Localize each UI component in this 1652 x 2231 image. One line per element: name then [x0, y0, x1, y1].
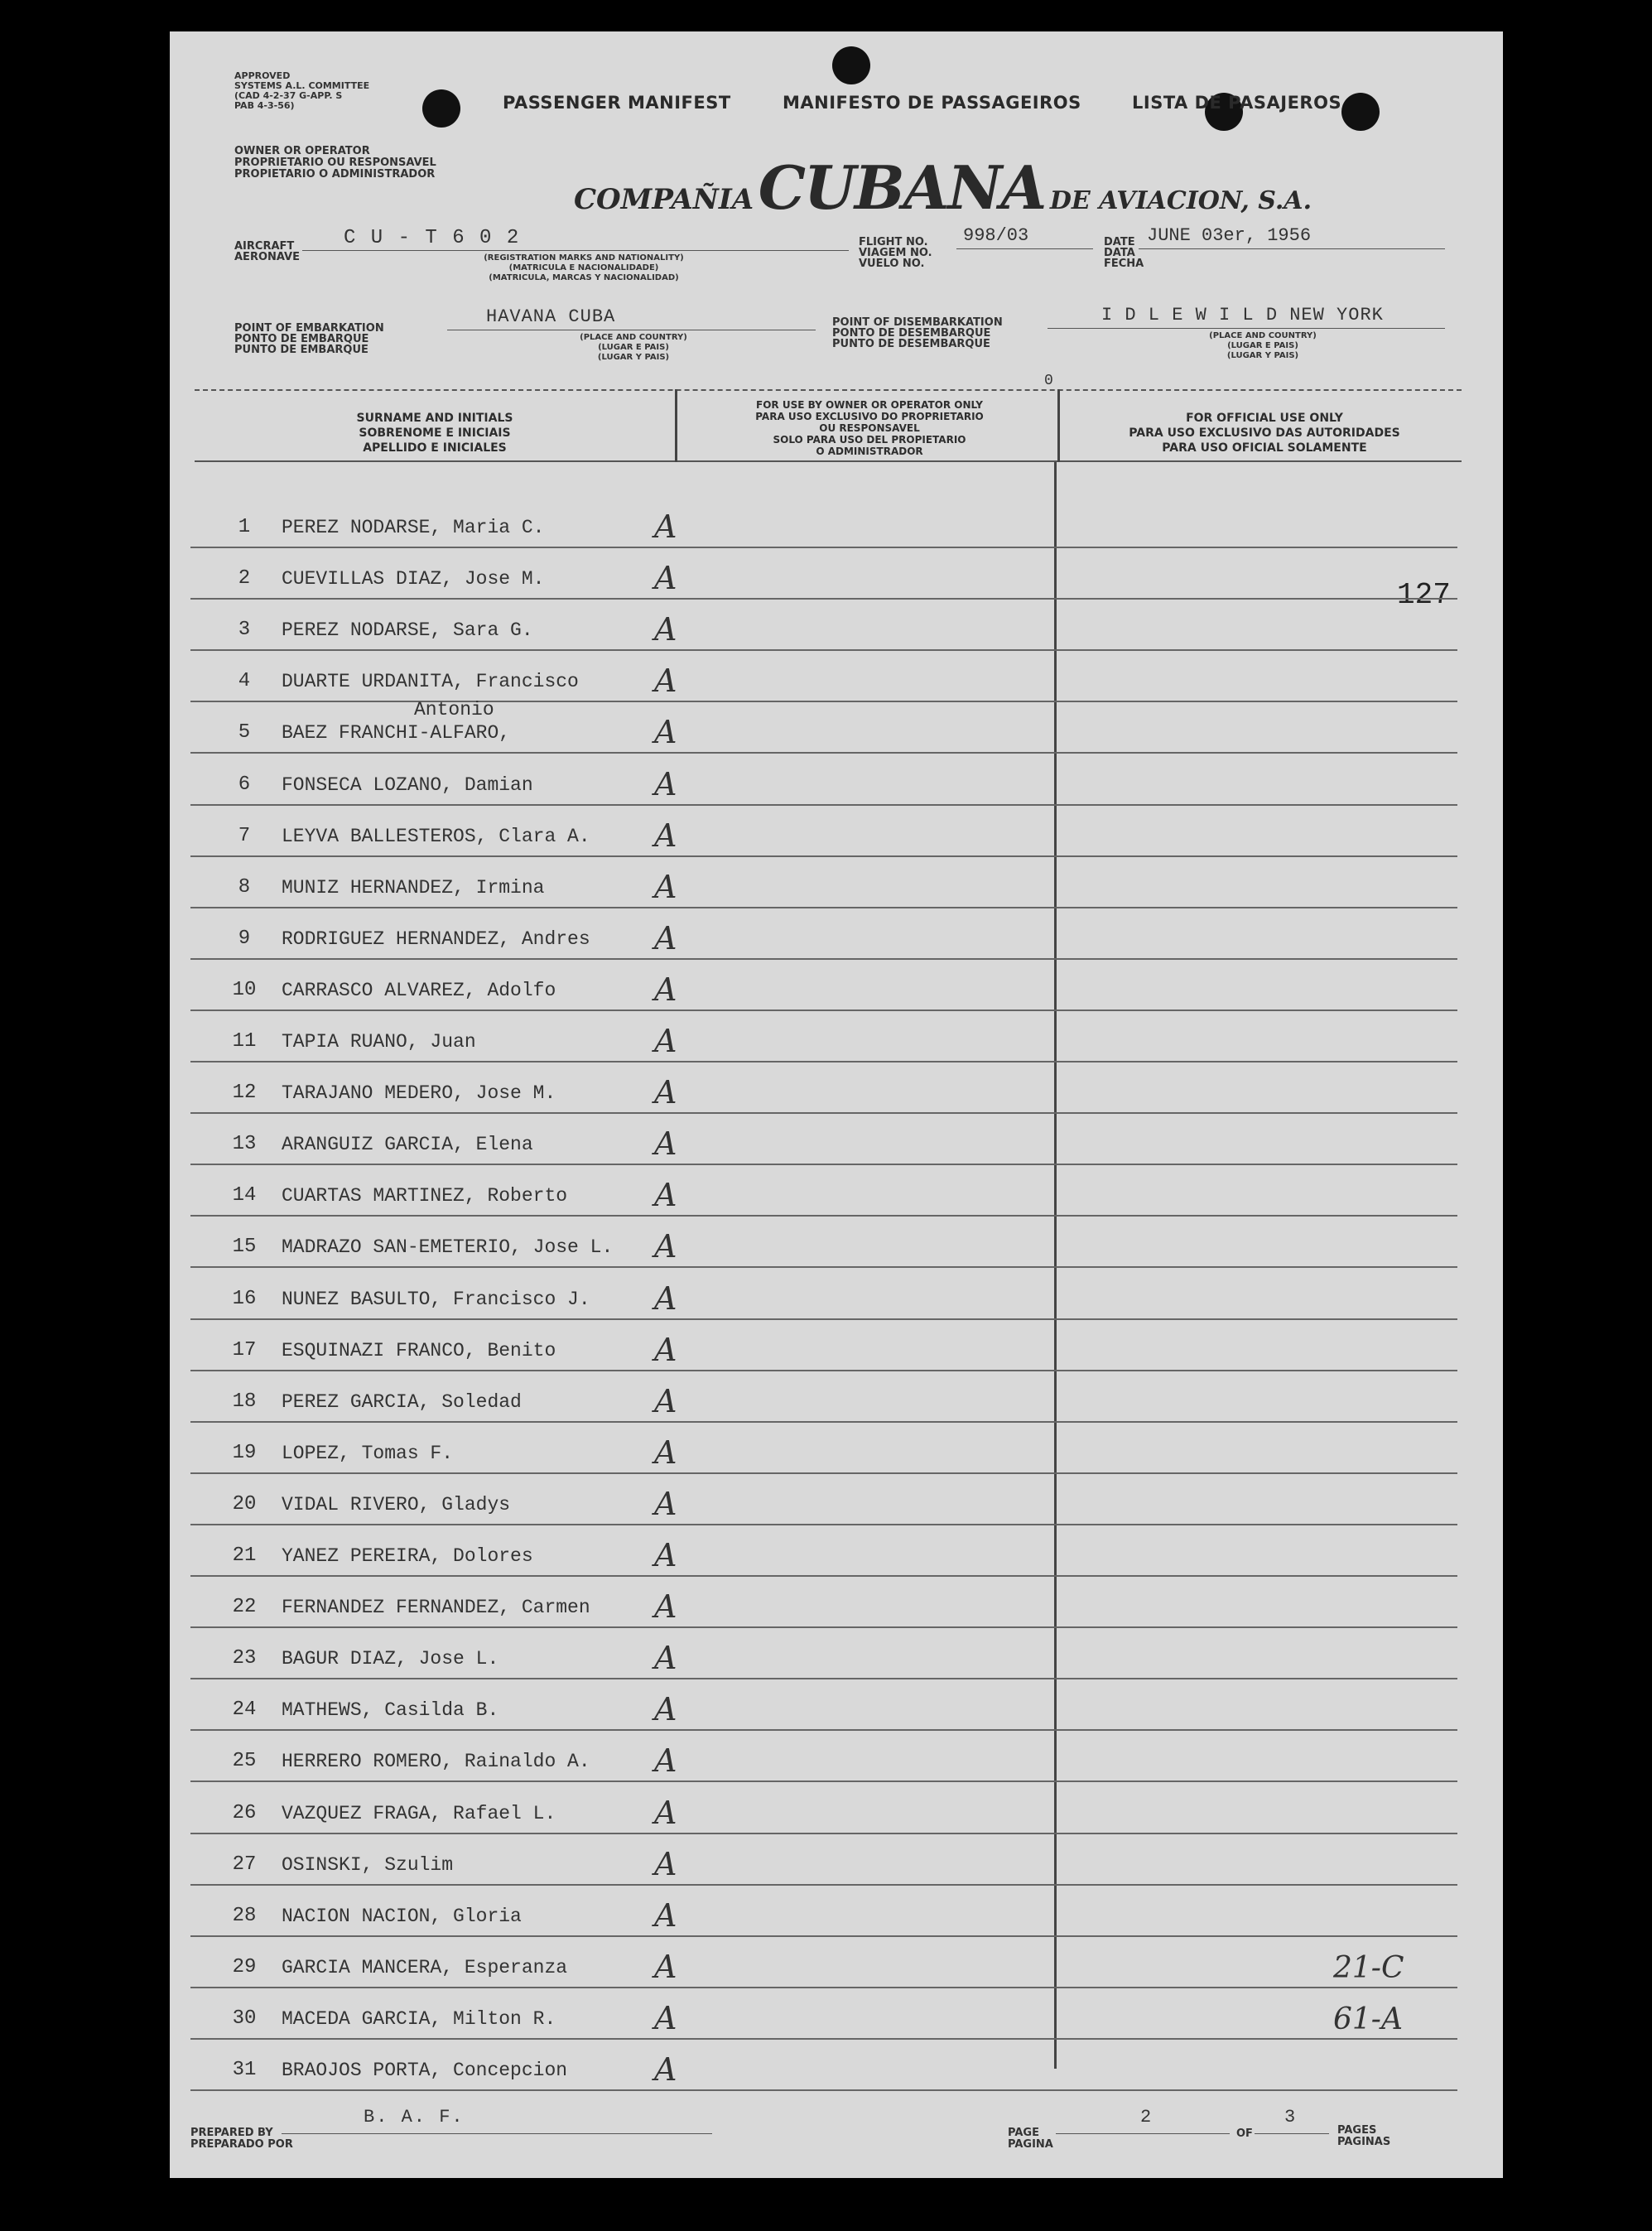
title-en: PASSENGER MANIFEST	[503, 93, 731, 113]
handwritten-mark: A	[654, 2051, 677, 2088]
row-number: 22	[232, 1596, 257, 1619]
passenger-row	[190, 958, 1457, 1011]
date-value: JUNE 03er, 1956	[1147, 225, 1312, 246]
flight-label-line: VIAGEM NO.	[859, 247, 932, 259]
passenger-row	[190, 1267, 1457, 1320]
handwritten-mark: A	[654, 1588, 677, 1626]
passenger-name: MATHEWS, Casilda B.	[282, 1699, 499, 1722]
row-number: 5	[238, 721, 251, 744]
passenger-name: MADRAZO SAN-EMETERIO, Jose L.	[282, 1236, 614, 1259]
passenger-row	[190, 753, 1457, 806]
row-number: 8	[238, 875, 251, 899]
passenger-row	[190, 1781, 1457, 1834]
date-label-line: DATE	[1104, 236, 1135, 248]
passenger-name: NUNEZ BASULTO, Francisco J.	[282, 1288, 590, 1310]
handwritten-mark: A	[654, 1023, 677, 1059]
row-number: 4	[238, 670, 251, 693]
passenger-name: BAEZ FRANCHI-ALFARO,	[282, 722, 511, 744]
official-annotation: 21-C	[1333, 1950, 1404, 1985]
handwritten-mark: A	[654, 1640, 677, 1677]
owner-label-line: PROPRIETARIO OU RESPONSAVEL	[234, 157, 436, 169]
owner-label-line: PROPIETARIO O ADMINISTRADOR	[234, 168, 436, 181]
aircraft-sublabel	[410, 253, 758, 283]
row-number: 14	[232, 1184, 257, 1207]
passenger-name: GARCIA MANCERA, Esperanza	[282, 1956, 568, 1978]
page-value: 2	[1140, 2107, 1154, 2127]
passenger-name: FONSECA LOZANO, Damian	[282, 773, 533, 796]
passenger-row	[190, 1987, 1457, 2040]
handwritten-mark: A	[654, 560, 677, 597]
row-number: 28	[232, 1904, 257, 1927]
header-divider	[675, 389, 677, 462]
row-number: 1	[238, 516, 251, 538]
disembarkation-label	[832, 317, 1003, 349]
passenger-row	[190, 495, 1457, 548]
row-number: 19	[232, 1441, 257, 1464]
embarkation-label-line: PONTO DE EMBARQUE	[234, 333, 369, 345]
official-annotation: 61-A	[1333, 2002, 1403, 2036]
sublabel-line: (LUGAR Y PAIS)	[1226, 351, 1299, 360]
handwritten-mark: A	[654, 1331, 677, 1368]
passenger-row	[190, 598, 1457, 651]
passenger-row	[190, 1421, 1457, 1474]
col-header-line: OU RESPONSAVEL	[819, 422, 920, 434]
passenger-row	[190, 804, 1457, 857]
passenger-row	[190, 1678, 1457, 1731]
row-number: 21	[232, 1544, 257, 1567]
handwritten-mark: A	[654, 714, 677, 751]
handwritten-mark: A	[654, 765, 677, 802]
handwritten-mark: A	[654, 1434, 677, 1471]
passenger-row	[190, 649, 1457, 702]
passenger-name: PEREZ GARCIA, Soledad	[282, 1390, 522, 1413]
passenger-name: TARAJANO MEDERO, Jose M.	[282, 1082, 556, 1105]
row-number: 7	[238, 824, 251, 847]
handwritten-mark: A	[654, 1845, 677, 1882]
passenger-row	[190, 547, 1457, 600]
passenger-row	[190, 1112, 1457, 1165]
pages-label	[1337, 2125, 1390, 2148]
row-number: 17	[232, 1338, 257, 1361]
handwritten-mark: A	[654, 1999, 677, 2036]
prepared-label-line: PREPARADO POR	[190, 2138, 293, 2151]
handwritten-mark: A	[654, 1177, 677, 1214]
sublabel-line: (LUGAR Y PAIS)	[597, 353, 670, 362]
col-header-line: SOBRENOME E INICIAIS	[359, 426, 511, 440]
flight-label	[859, 237, 932, 269]
approval-line: (CAD 4-2-37 G-APP. S	[234, 90, 343, 101]
embarkation-label-line: PUNTO DE EMBARQUE	[234, 344, 368, 356]
row-number: 26	[232, 1801, 257, 1824]
passenger-row	[190, 1524, 1457, 1577]
sublabel-line: (LUGAR E PAIS)	[1227, 341, 1298, 350]
passenger-name: CARRASCO ALVAREZ, Adolfo	[282, 979, 556, 1001]
stamp-number: 127	[1397, 578, 1451, 612]
embarkation-label-line: POINT OF EMBARKATION	[234, 322, 384, 335]
passenger-row	[190, 1215, 1457, 1268]
col-header-line: SOLO PARA USO DEL PROPIETARIO	[773, 434, 966, 446]
passenger-row	[190, 701, 1457, 754]
passenger-name: FERNANDEZ FERNANDEZ, Carmen	[282, 1597, 590, 1619]
passenger-name: HERRERO ROMERO, Rainaldo A.	[282, 1751, 590, 1773]
passenger-row	[190, 1935, 1457, 1988]
company-suffix: DE AVIACION, S.A.	[1049, 186, 1312, 215]
col-header-owner-use	[683, 399, 1056, 457]
row-number: 13	[232, 1133, 257, 1156]
handwritten-mark: A	[654, 1382, 677, 1419]
row-number: 25	[232, 1750, 257, 1773]
handwritten-mark: A	[654, 971, 677, 1008]
sublabel-line: (PLACE AND COUNTRY)	[580, 333, 687, 342]
approval-line: PAB 4-3-56)	[234, 100, 295, 111]
handwritten-mark: A	[654, 508, 677, 545]
pages-label-line: PAGES	[1337, 2124, 1377, 2137]
stray-mark: 0	[1044, 373, 1053, 389]
of-label: OF	[1236, 2127, 1253, 2140]
sublabel-line: (MATRICULA E NACIONALIDADE)	[508, 263, 659, 272]
handwritten-mark: A	[654, 868, 677, 905]
row-number: 12	[232, 1082, 257, 1105]
company-logo	[574, 152, 1312, 223]
row-number: 20	[232, 1492, 257, 1515]
disembarkation-value: I D L E W I L D NEW YORK	[1101, 305, 1384, 325]
handwritten-mark: A	[654, 1485, 677, 1522]
handwritten-mark: A	[654, 1279, 677, 1317]
passenger-name: LOPEZ, Tomas F.	[282, 1442, 454, 1464]
handwritten-mark: A	[654, 1125, 677, 1163]
handwritten-mark: A	[654, 1896, 677, 1934]
passenger-name: YANEZ PEREIRA, Dolores	[282, 1545, 533, 1567]
page-label	[1008, 2127, 1053, 2151]
flight-label-line: FLIGHT NO.	[859, 236, 928, 248]
disembarkation-label-line: PUNTO DE DESEMBARQUE	[832, 338, 990, 350]
approval-block	[234, 71, 369, 111]
passenger-row	[190, 855, 1457, 908]
row-number: 2	[238, 567, 251, 590]
approval-line: SYSTEMS A.L. COMMITTEE	[234, 80, 370, 91]
passenger-name: RODRIGUEZ HERNANDEZ, Andres	[282, 928, 590, 950]
passenger-name: TAPIA RUANO, Juan	[282, 1031, 476, 1053]
title-pt: MANIFESTO DE PASSAGEIROS	[783, 93, 1081, 113]
row-number: 9	[238, 927, 251, 950]
sublabel-line: (MATRICULA, MARCAS Y NACIONALIDAD)	[489, 273, 679, 282]
prepared-label-line: PREPARED BY	[190, 2127, 273, 2139]
passenger-name: CUEVILLAS DIAZ, Jose M.	[282, 568, 545, 590]
handwritten-mark: A	[654, 1742, 677, 1780]
passenger-name: MUNIZ HERNANDEZ, Irmina	[282, 876, 545, 899]
handwritten-mark: A	[654, 1228, 677, 1265]
page-label-line: PAGINA	[1008, 2138, 1053, 2151]
row-number: 18	[232, 1390, 257, 1413]
owner-label	[234, 146, 436, 181]
col-header-line: APELLIDO E INICIALES	[363, 441, 507, 455]
passenger-row	[190, 1884, 1457, 1937]
embarkation-value: HAVANA CUBA	[486, 306, 616, 327]
pages-label-line: PAGINAS	[1337, 2136, 1391, 2148]
passenger-name: LEYVA BALLESTEROS, Clara A.	[282, 825, 590, 847]
page-label-line: PAGE	[1008, 2127, 1039, 2139]
company-main: CUBANA	[758, 152, 1046, 223]
col-header-line: PARA USO EXCLUSIVO DAS AUTORIDADES	[1129, 426, 1400, 440]
row-number: 23	[232, 1647, 257, 1670]
col-header-line: O ADMINISTRADOR	[816, 446, 923, 457]
aircraft-label-line: AERONAVE	[234, 251, 301, 263]
passenger-row	[190, 1318, 1457, 1371]
punch-hole	[1341, 93, 1380, 131]
header-bottom-rule	[195, 460, 1462, 462]
passenger-name: DUARTE URDANITA, Francisco	[282, 671, 579, 693]
row-number: 16	[232, 1287, 257, 1310]
prepared-value: B. A. F.	[364, 2107, 465, 2127]
embarkation-sublabel	[534, 333, 733, 363]
passenger-row	[190, 1009, 1457, 1062]
row-number: 15	[232, 1236, 257, 1259]
passenger-name: MACEDA GARCIA, Milton R.	[282, 2007, 556, 2030]
row-number: 29	[232, 1955, 257, 1978]
passenger-row	[190, 1833, 1457, 1886]
handwritten-mark: A	[654, 1794, 677, 1831]
passenger-name: PEREZ NODARSE, Sara G.	[282, 619, 533, 642]
owner-label-line: OWNER OR OPERATOR	[234, 145, 370, 157]
passenger-name-continuation: Antonio	[414, 699, 494, 721]
flight-value: 998/03	[963, 225, 1029, 246]
passenger-name: VIDAL RIVERO, Gladys	[282, 1493, 511, 1515]
manifest-sheet	[170, 31, 1503, 2178]
passenger-name: VAZQUEZ FRAGA, Rafael L.	[282, 1802, 556, 1824]
passenger-name: BRAOJOS PORTA, Concepcion	[282, 2060, 568, 2081]
disembarkation-label-line: POINT OF DISEMBARKATION	[832, 316, 1003, 329]
disembarkation-sublabel	[1163, 331, 1362, 361]
date-label-line: FECHA	[1104, 258, 1144, 270]
disembarkation-label-line: PONTO DE DESEMBARQUE	[832, 327, 991, 340]
col-header-surname	[261, 411, 609, 455]
passenger-row	[190, 1729, 1457, 1782]
col-header-line: SURNAME AND INITIALS	[356, 412, 513, 425]
passenger-row	[190, 1164, 1457, 1217]
punch-hole	[422, 89, 460, 128]
row-number: 30	[232, 2007, 257, 2030]
handwritten-mark: A	[654, 817, 677, 854]
passenger-name: PEREZ NODARSE, Maria C.	[282, 517, 545, 538]
company-prefix: COMPAÑIA	[574, 183, 754, 216]
passenger-name: OSINSKI, Szulim	[282, 1853, 454, 1876]
col-header-line: PARA USO OFICIAL SOLAMENTE	[1162, 441, 1367, 455]
aircraft-label-line: AIRCRAFT	[234, 240, 295, 253]
flight-label-line: VUELO NO.	[859, 258, 925, 270]
passenger-row	[190, 907, 1457, 960]
date-label-line: DATA	[1104, 247, 1135, 259]
date-label	[1104, 237, 1144, 269]
aircraft-label	[234, 241, 300, 263]
approval-line: APPROVED	[234, 70, 291, 81]
embarkation-label	[234, 323, 384, 355]
sublabel-line: (REGISTRATION MARKS AND NATIONALITY)	[484, 253, 684, 263]
handwritten-mark: A	[654, 919, 677, 956]
col-header-line: FOR USE BY OWNER OR OPERATOR ONLY	[756, 399, 983, 411]
title-es: LISTA DE PASAJEROS	[1132, 93, 1342, 113]
col-header-line: PARA USO EXCLUSIVO DO PROPRIETARIO	[755, 411, 984, 422]
row-number: 31	[232, 2059, 257, 2081]
pages-value: 3	[1284, 2107, 1298, 2127]
row-number: 3	[238, 619, 251, 642]
header-divider	[1057, 389, 1060, 462]
header-top-rule	[195, 389, 1462, 391]
handwritten-mark: A	[654, 1948, 677, 1985]
passenger-row	[190, 1626, 1457, 1679]
passenger-row	[190, 1575, 1457, 1628]
punch-hole	[832, 46, 870, 84]
passenger-name: CUARTAS MARTINEZ, Roberto	[282, 1185, 568, 1207]
passenger-row	[190, 1061, 1457, 1114]
handwritten-mark: A	[654, 611, 677, 648]
passenger-name: ARANGUIZ GARCIA, Elena	[282, 1134, 533, 1156]
row-number: 6	[238, 773, 251, 796]
col-header-official	[1066, 411, 1463, 455]
passenger-name: ESQUINAZI FRANCO, Benito	[282, 1339, 556, 1361]
row-number: 10	[232, 978, 257, 1001]
handwritten-mark: A	[654, 1074, 677, 1111]
row-number: 11	[232, 1030, 257, 1053]
sublabel-line: (LUGAR E PAIS)	[598, 343, 669, 352]
sublabel-line: (PLACE AND COUNTRY)	[1209, 331, 1317, 340]
handwritten-mark: A	[654, 1691, 677, 1728]
passenger-row	[190, 2038, 1457, 2091]
passenger-name: BAGUR DIAZ, Jose L.	[282, 1648, 499, 1670]
col-header-line: FOR OFFICIAL USE ONLY	[1186, 412, 1343, 425]
handwritten-mark: A	[654, 1537, 677, 1573]
row-number: 24	[232, 1699, 257, 1722]
aircraft-value: C U - T 6 0 2	[344, 227, 521, 249]
row-number: 27	[232, 1853, 257, 1876]
passenger-row	[190, 1472, 1457, 1525]
handwritten-mark: A	[654, 663, 677, 700]
prepared-label	[190, 2127, 293, 2151]
passenger-row	[190, 1370, 1457, 1423]
passenger-name: NACION NACION, Gloria	[282, 1905, 522, 1927]
